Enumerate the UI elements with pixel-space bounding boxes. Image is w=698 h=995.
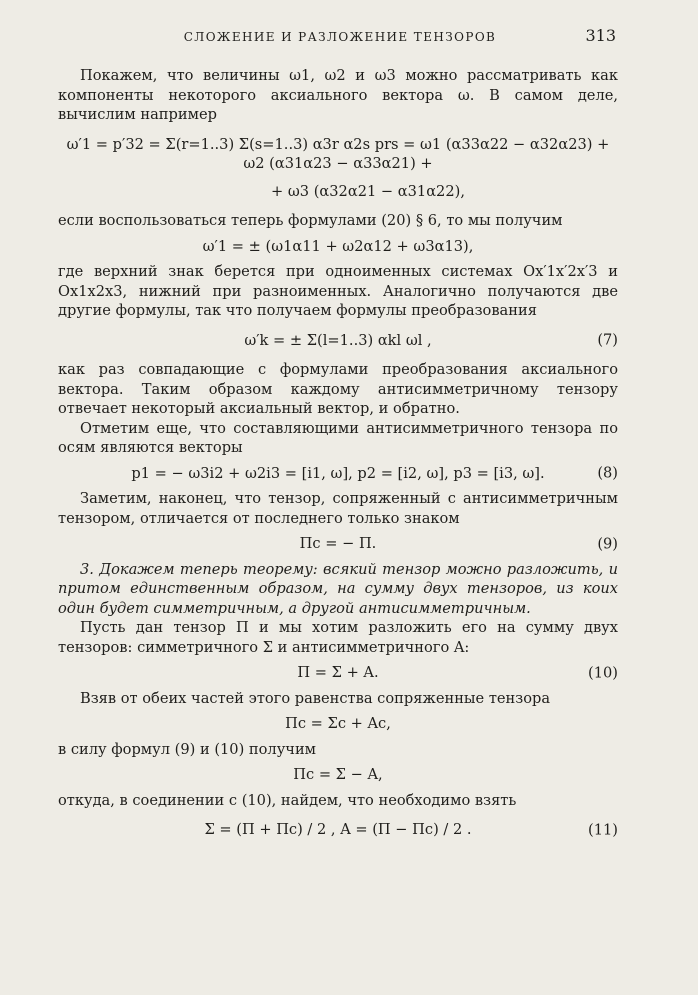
formula-7 [58, 331, 618, 351]
page-body [58, 66, 618, 850]
paragraph: откуда, в соединении с (10), найдем, что необходимо взять [58, 791, 517, 809]
paragraph: в силу формул (9) и (10) получим [58, 740, 317, 758]
formula-line: Пc = − П. [299, 535, 377, 552]
formula-10 [58, 663, 618, 683]
equation-number: (7) [597, 331, 618, 349]
equation-number: (10) [588, 664, 618, 681]
formula-line: П = Σ + A. [297, 664, 379, 681]
formula-conjugate-2 [58, 765, 618, 785]
paragraph: Пусть дан тензор П и мы хотим разложить его на сумму двух тензоров: симметричного Σ и антисимметричного A: [58, 619, 618, 656]
running-title: СЛОЖЕНИЕ И РАЗЛОЖЕНИЕ ТЕНЗОРОВ [183, 30, 497, 44]
equation-number: (9) [597, 535, 618, 552]
paragraph: где верхний знак берется при одноименных системах Ox′1x′2x′3 и Ox1x2x3, нижний при разноименных. Аналогично получаются две другие формулы, так что получаем формулы преобразования [58, 263, 618, 319]
paragraph: Покажем, что величины ω1, ω2 и ω3 можно рассматривать как компоненты некоторого аксиального вектора ω. В самом деле, вычислим например [58, 67, 618, 123]
formula-11 [58, 820, 618, 840]
equation-number: (8) [597, 464, 618, 482]
formula-line: p1 = − ω3i2 + ω2i3 = [i1, ω], p2 = [i2, ω], p3 = [i3, ω]. [131, 464, 545, 482]
formula-line: ω′k = ± Σ(l=1..3) αkl ωl , [244, 331, 432, 349]
paragraph: Отметим еще, что составляющими антисимметричного тензора по осям являются векторы [58, 419, 618, 456]
formula-8 [58, 464, 618, 484]
formula-line: ω′1 = p′32 = Σ(r=1..3) Σ(s=1..3) α3r α2s prs = ω1 (α33α22 − α32α23) + ω2 (α31α23 − α33α21) + [66, 135, 610, 172]
page-number: 313 [585, 26, 616, 45]
formula-line: + ω3 (α32α21 − α31α22), [271, 182, 465, 200]
formula-line: ω′1 = ± (ω1α11 + ω2α12 + ω3α13), [202, 237, 474, 255]
formula-line: Σ = (П + Пc) / 2 , A = (П − Пc) / 2 . [204, 821, 472, 838]
formula-omega-prime [58, 237, 618, 257]
paragraph: Взяв от обеих частей этого равенства сопряженные тензора [80, 689, 551, 707]
paragraph: если воспользоваться теперь формулами (20) § 6, то мы получим [58, 212, 563, 229]
formula-line: Пc = Σc + Ac, [285, 715, 391, 732]
formula-conjugate [58, 714, 618, 734]
theorem-paragraph: 3. Докажем теперь теорему: всякий тензор можно разложить, и притом единственным образом, на сумму двух тензоров, из коих один будет симметричным, а другой антисимметричным. [58, 560, 618, 617]
formula-line: Пc = Σ − A, [293, 766, 383, 783]
formula-9 [58, 534, 618, 554]
paragraph: как раз совпадающие с формулами преобразования аксиального вектора. Таким образом каждому антисимметричному тензору отвечает некоторый аксиальный вектор, и обратно. [58, 361, 618, 417]
page-header [0, 26, 698, 48]
formula-omega-1 [58, 135, 618, 202]
equation-number: (11) [588, 821, 618, 838]
paragraph: Заметим, наконец, что тензор, сопряженный с антисимметричным тензором, отличается от последнего только знаком [58, 490, 618, 527]
